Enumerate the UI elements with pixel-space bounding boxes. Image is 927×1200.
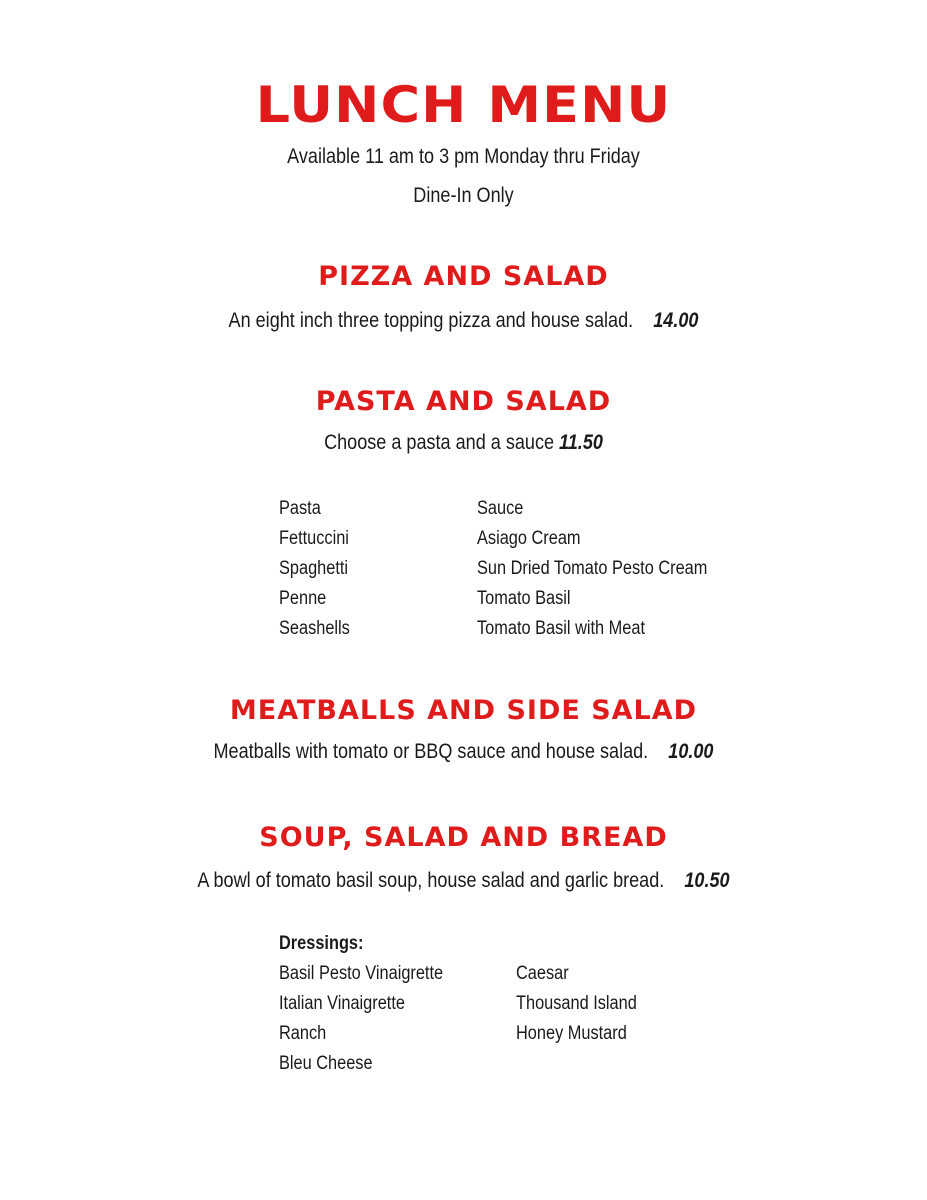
meatballs-heading: MEATBALLS AND SIDE SALAD — [229, 695, 698, 726]
list-item: Fettuccini — [279, 528, 349, 549]
pizza-description: An eight inch three topping pizza and house salad. — [228, 309, 634, 332]
sauce-list — [477, 494, 707, 644]
meatballs-description: Meatballs with tomato or BBQ sauce and house salad. — [213, 740, 649, 763]
pasta-description: Choose a pasta and a sauce — [324, 431, 555, 454]
soup-price: 10.50 — [684, 869, 730, 892]
list-item: Caesar — [516, 963, 569, 984]
list-item: Honey Mustard — [516, 1023, 627, 1044]
pasta-heading: PASTA AND SALAD — [315, 386, 612, 417]
list-item: Seashells — [279, 618, 350, 639]
soup-heading: SOUP, SALAD AND BREAD — [259, 822, 668, 853]
dressings-label: Dressings: — [279, 933, 364, 954]
pizza-description-line — [65, 310, 862, 331]
page-title: LUNCH MENU — [255, 76, 672, 134]
list-item: Tomato Basil with Meat — [477, 618, 646, 639]
pizza-price: 14.00 — [653, 309, 699, 332]
list-item: Bleu Cheese — [279, 1053, 373, 1074]
dressings-list-2 — [516, 959, 637, 1049]
list-item: Tomato Basil — [477, 588, 571, 609]
meatballs-description-line — [65, 741, 862, 762]
soup-description-line — [65, 870, 862, 891]
pizza-heading: PIZZA AND SALAD — [318, 261, 609, 292]
list-item: Italian Vinaigrette — [279, 993, 405, 1014]
list-item: Penne — [279, 588, 327, 609]
pasta-list — [279, 494, 350, 644]
pasta-description-line — [65, 432, 862, 453]
pasta-price: 11.50 — [559, 431, 603, 454]
sauce-column-header: Sauce — [477, 498, 524, 519]
list-item: Ranch — [279, 1023, 327, 1044]
availability-text: Available 11 am to 3 pm Monday thru Friday — [287, 145, 640, 168]
meatballs-price: 10.00 — [668, 740, 714, 763]
list-item: Basil Pesto Vinaigrette — [279, 963, 444, 984]
list-item: Sun Dried Tomato Pesto Cream — [477, 558, 708, 579]
service-text: Dine-In Only — [413, 184, 514, 207]
dressings-list-1 — [279, 929, 443, 1079]
soup-description: A bowl of tomato basil soup, house salad and garlic bread. — [197, 869, 665, 892]
pasta-column-header: Pasta — [279, 498, 321, 519]
list-item: Thousand Island — [516, 993, 637, 1014]
list-item: Asiago Cream — [477, 528, 581, 549]
list-item: Spaghetti — [279, 558, 349, 579]
